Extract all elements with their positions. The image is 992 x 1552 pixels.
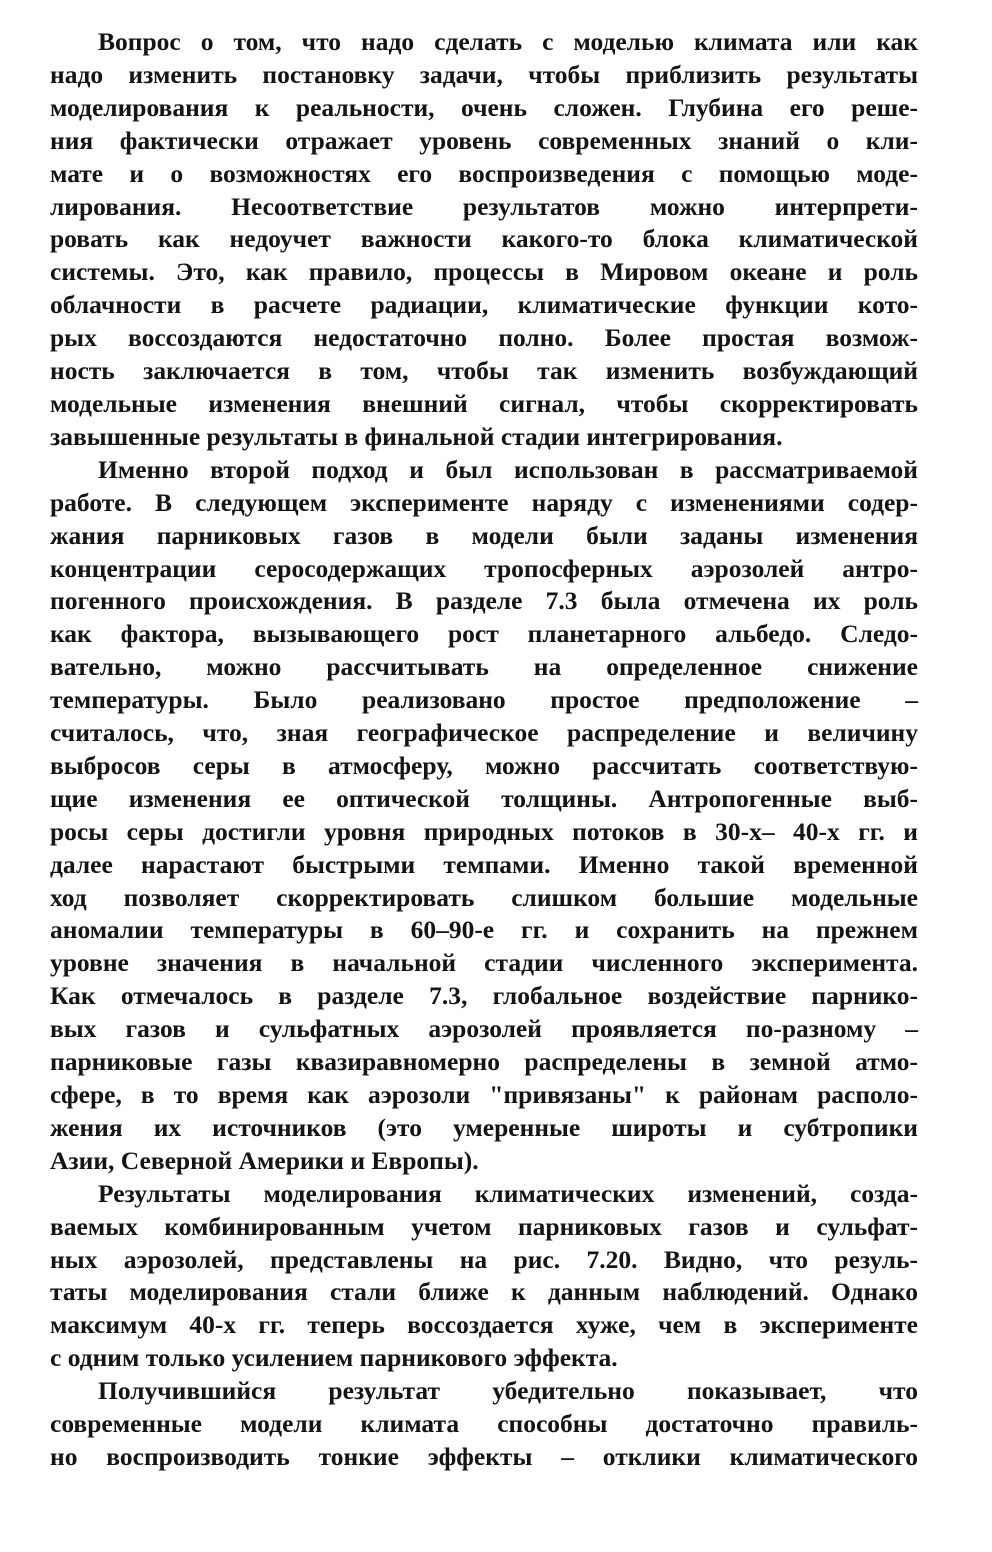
text-line: таты моделирования стали ближе к данным наблюдений. Однако: [50, 1277, 918, 1307]
text-line: жания парниковых газов в модели были заданы изменения: [50, 520, 918, 550]
text-line: моделирования к реальности, очень сложен. Глубина его реше-: [50, 92, 918, 122]
text-line: лирования. Несоответствие результатов можно интерпрети-: [50, 191, 918, 221]
text-line: Азии, Северной Америки и Европы).: [50, 1145, 479, 1175]
text-line: сфере, в то время как аэрозоли "привязаны" к районам располо-: [50, 1080, 918, 1109]
text-line: парниковые газы квазиравномерно распределены в земной атмо-: [50, 1047, 918, 1077]
text-line: облачности в расчете радиации, климатические функции кото-: [50, 290, 918, 320]
text-line: ровать как недоучет важности какого-то блока климатической: [50, 224, 918, 254]
text-line: уровне значения в начальной стадии численного эксперимента.: [50, 948, 918, 978]
text-line: Получившийся результат убедительно показывает, что: [98, 1376, 918, 1406]
text-line: концентрации серосодержащих тропосферных аэрозолей антро-: [50, 553, 918, 583]
text-line: считалось, что, зная географическое распределение и величину: [50, 718, 918, 748]
paragraph-1: [50, 26, 918, 454]
text-line: щие изменения ее оптической толщины. Антропогенные выб-: [50, 783, 918, 813]
text-line: далее нарастают быстрыми темпами. Именно такой временной: [50, 849, 918, 879]
text-line: модельные изменения внешний сигнал, чтобы скорректировать: [50, 388, 918, 418]
text-line: надо изменить постановку задачи, чтобы приблизить результаты: [50, 59, 918, 89]
text-line: вательно, можно рассчитывать на определенное снижение: [50, 652, 918, 682]
text-line: завышенные результаты в финальной стадии интегрирования.: [50, 421, 783, 451]
paragraph-2: [50, 454, 918, 1178]
text-line: жения их источников (это умеренные широты и субтропики: [50, 1112, 918, 1142]
text-line: выбросов серы в атмосферу, можно рассчитать соответствую-: [50, 750, 918, 780]
text-line: ваемых комбинированным учетом парниковых газов и сульфат-: [50, 1211, 918, 1241]
text-line: но воспроизводить тонкие эффекты – отклики климатического: [50, 1441, 918, 1471]
paragraph-4: [50, 1375, 918, 1474]
text-line: как фактора, вызывающего рост планетарного альбедо. Следо-: [50, 619, 918, 649]
text-line: ния фактически отражает уровень современных знаний о кли-: [50, 125, 918, 155]
text-line: ход позволяет скорректировать слишком большие модельные: [50, 882, 918, 912]
text-line: Вопрос о том, что надо сделать с моделью климата или как: [98, 27, 918, 56]
text-line: температуры. Было реализовано простое предположение –: [50, 685, 918, 715]
text-line: максимум 40-х гг. теперь воссоздается хуже, чем в эксперименте: [50, 1310, 918, 1340]
text-line: с одним только усилением парникового эффекта.: [50, 1343, 618, 1373]
text-line: рых воссоздаются недостаточно полно. Более простая возмож-: [50, 323, 918, 353]
text-line: ных аэрозолей, представлены на рис. 7.20. Видно, что резуль-: [50, 1244, 918, 1274]
text-line: современные модели климата способны достаточно правиль-: [50, 1409, 918, 1439]
text-line: системы. Это, как правило, процессы в Мировом океане и роль: [50, 257, 918, 287]
text-line: аномалии температуры в 60–90-е гг. и сохранить на прежнем: [50, 915, 918, 945]
text-line: Как отмечалось в разделе 7.3, глобальное воздействие парнико-: [50, 981, 918, 1011]
text-line: росы серы достигли уровня природных потоков в 30-х– 40-х гг. и: [50, 816, 918, 846]
text-line: ность заключается в том, чтобы так изменить возбуждающий: [50, 356, 918, 386]
text-line: погенного происхождения. В разделе 7.3 была отмечена их роль: [50, 586, 918, 616]
text-line: работе. В следующем эксперименте наряду с изменениями содер-: [50, 487, 918, 517]
text-line: Именно второй подход и был использован в рассматриваемой: [98, 454, 918, 484]
page-text: [50, 26, 918, 1474]
text-line: вых газов и сульфатных аэрозолей проявляется по-разному –: [50, 1014, 918, 1044]
text-line: мате и о возможностях его воспроизведения с помощью моде-: [50, 158, 918, 188]
text-line: Результаты моделирования климатических изменений, созда-: [98, 1178, 918, 1208]
paragraph-3: [50, 1178, 918, 1375]
